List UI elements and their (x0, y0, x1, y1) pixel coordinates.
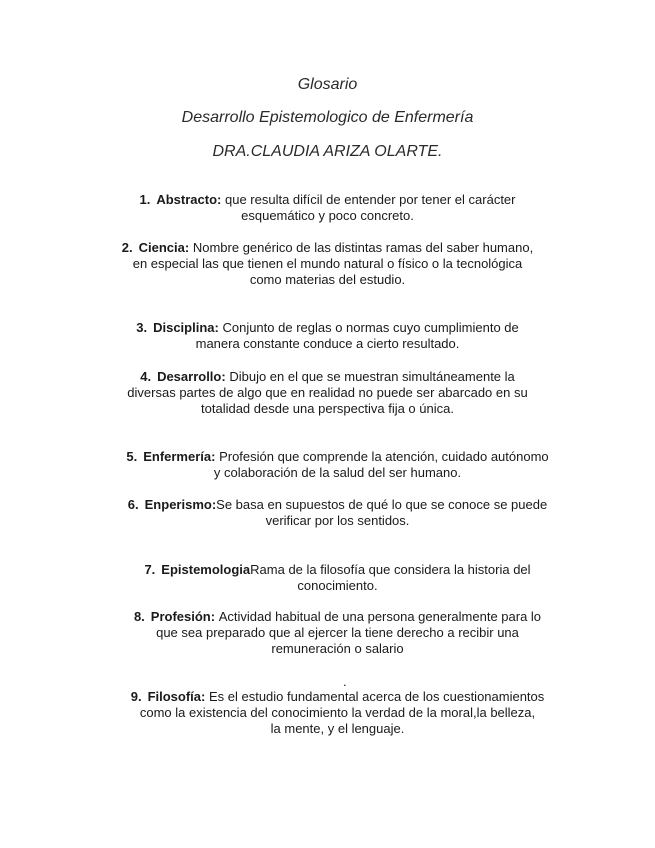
entry-line (100, 192, 555, 208)
entry-line (95, 497, 580, 513)
entry-definition: en especial las que tienen el mundo natural o físico o la tecnológica (132, 256, 523, 271)
entry-definition: Es el estudio fundamental acerca de los cuestionamientos (208, 689, 545, 704)
entry-term: Filosofía: (147, 689, 206, 704)
entry-number: 7. (144, 562, 156, 577)
entry-definition: esquemático y poco concreto. (241, 208, 414, 223)
document-title: Glosario (297, 76, 358, 93)
stray-dot: . (343, 674, 347, 689)
entry-definition: totalidad desde una perspectiva fija o única. (201, 401, 454, 416)
entry-definition: conocimiento. (297, 578, 378, 593)
entry-definition: Se basa en supuestos de qué lo que se conoce se puede (216, 497, 548, 512)
glossary-entry-epistemologia (100, 562, 575, 594)
glossary-entry-desarrollo (100, 369, 555, 417)
entry-definition: Actividad habitual de una persona generalmente para lo (218, 609, 542, 624)
entry-definition: como la existencia del conocimiento la verdad de la moral,la belleza, (139, 705, 536, 720)
entry-line (95, 449, 580, 465)
entry-definition: que resulta difícil de entender por tener el carácter (224, 192, 516, 207)
entry-definition: diversas partes de algo que en realidad no puede ser abarcado en su (127, 385, 528, 400)
entry-definition: Nombre genérico de las distintas ramas del saber humano, (192, 240, 534, 255)
entry-line (100, 240, 555, 256)
entry-definition: verificar por los sentidos. (265, 513, 410, 528)
entry-number: 2. (121, 240, 133, 255)
entry-number: 3. (136, 320, 148, 335)
glossary-entry-profesion (100, 609, 575, 657)
entry-definition: Dibujo en el que se muestran simultáneamente la (229, 369, 515, 384)
entry-definition: Conjunto de reglas o normas cuyo cumplimiento de (222, 320, 519, 335)
document-author: DRA.CLAUDIA ARIZA OLARTE. (212, 143, 443, 160)
entry-number: 1. (139, 192, 151, 207)
entry-line (100, 689, 575, 705)
glossary-entry-enfermeria (95, 449, 580, 481)
entry-term: Disciplina: (153, 320, 219, 335)
entry-definition: manera constante conduce a cierto resultado. (195, 336, 460, 351)
entry-line (100, 369, 555, 385)
glossary-entry-enperismo (95, 497, 580, 529)
entry-definition: como materias del estudio. (249, 272, 406, 287)
entry-term: Ciencia: (138, 240, 190, 255)
entry-line (100, 562, 575, 578)
entry-number: 9. (130, 689, 142, 704)
entry-term: Desarrollo: (157, 369, 226, 384)
entry-term: Epistemologia (161, 562, 251, 577)
entry-term: Enfermería: (143, 449, 216, 464)
entry-definition: y colaboración de la salud del ser humano. (213, 465, 462, 480)
entry-term: Profesión: (150, 609, 216, 624)
entry-line (100, 609, 575, 625)
entry-number: 8. (133, 609, 145, 624)
entry-definition: Profesión que comprende la atención, cuidado autónomo (219, 449, 549, 464)
entry-number: 4. (140, 369, 152, 384)
entry-definition: Rama de la filosofía que considera la historia del (250, 562, 531, 577)
entry-number: 6. (127, 497, 139, 512)
document-subtitle: Desarrollo Epistemologico de Enfermería (181, 109, 474, 126)
glossary-entry-abstracto (100, 192, 555, 224)
entry-line (100, 320, 555, 336)
entry-number: 5. (126, 449, 138, 464)
entry-term: Enperismo: (144, 497, 217, 512)
glossary-entry-disciplina (100, 320, 555, 352)
glossary-entry-ciencia (100, 240, 555, 288)
entry-definition: que sea preparado que al ejercer la tiene derecho a recibir una (156, 625, 519, 640)
entry-term: Abstracto: (156, 192, 222, 207)
entry-definition: remuneración o salario (271, 641, 404, 656)
glossary-entry-filosofia (100, 689, 575, 737)
entry-definition: la mente, y el lenguaje. (270, 721, 405, 736)
